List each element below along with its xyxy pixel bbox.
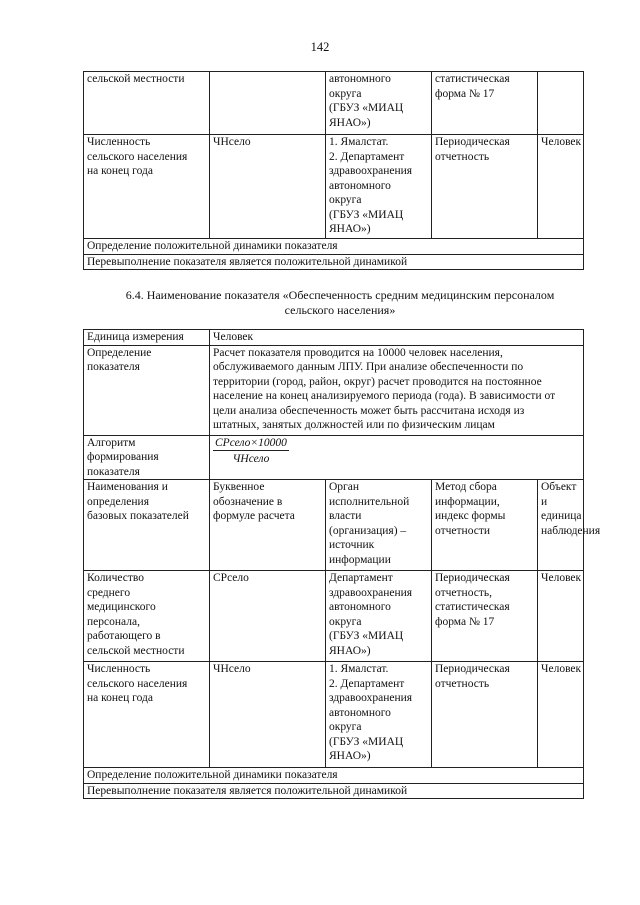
- table-cell: [326, 135, 432, 239]
- cell-line: Буквенное: [213, 481, 265, 493]
- cell-line: население на конец анализируемого периода (года). В зависимости от: [213, 390, 556, 402]
- table-cell: [84, 662, 210, 768]
- cell-line: округа: [329, 194, 362, 206]
- cell-line: информации: [329, 553, 391, 566]
- cell-line: медицинского: [87, 601, 156, 613]
- cell-line: автономного: [329, 73, 391, 85]
- cell-line: показателя: [87, 465, 140, 478]
- cell-line: 2. Департамент: [329, 150, 405, 163]
- table-row: [84, 254, 584, 270]
- table-row: [84, 480, 584, 571]
- table-row: [84, 239, 584, 255]
- table-cell: сельской местности: [84, 72, 210, 135]
- cell-line: на конец года: [87, 165, 153, 177]
- algorithm-label: [84, 435, 210, 480]
- cell-line: здравоохранения: [329, 692, 413, 704]
- cell-line: (организация) –: [329, 524, 407, 537]
- table-row: [84, 435, 584, 480]
- table-row: [84, 662, 584, 768]
- formula: [210, 435, 584, 480]
- formula-fraction: [213, 436, 289, 467]
- cell-line: Алгоритм: [87, 436, 136, 449]
- table-row: [84, 768, 584, 784]
- table-header: [326, 480, 432, 571]
- cell-line: ЯНАО»): [329, 223, 371, 235]
- cell-line: отчетность: [435, 677, 490, 690]
- cell-line: исполнительной: [329, 495, 410, 508]
- indicator-passport-table: [83, 329, 601, 799]
- definition-value: [210, 345, 584, 435]
- page-number: 142: [310, 40, 330, 54]
- cell-line: 2. Департамент: [329, 677, 405, 690]
- cell-line: (ГБУЗ «МИАЦ: [329, 208, 404, 221]
- cell-line: ЯНАО»): [329, 750, 371, 762]
- cell-line: сельского населения: [87, 677, 188, 690]
- cell-line: округа: [329, 615, 362, 628]
- cell-line: Расчет показателя проводится на 10000 человек населения,: [213, 346, 503, 359]
- cell-line: отчетность,: [435, 586, 492, 599]
- cell-line: единица: [541, 510, 582, 522]
- table-cell: [432, 135, 538, 239]
- table-header: [538, 480, 601, 571]
- cell-line: информации,: [435, 495, 500, 508]
- table-cell: ЧНсело: [210, 135, 326, 239]
- unit-value: Человек: [210, 330, 584, 346]
- cell-line: Департамент: [329, 572, 393, 584]
- cell-line: Определение: [87, 346, 152, 359]
- section-heading-line: 6.4. Наименование показателя «Обеспеченность средним медицинским персоналом: [125, 288, 555, 302]
- cell-line: персонала,: [87, 615, 140, 628]
- cell-line: показателя: [87, 361, 140, 373]
- cell-line: обслуживаемого данным ЛПУ. При анализе обеспеченности по: [213, 361, 524, 373]
- cell-line: сельского населения: [87, 150, 188, 163]
- cell-line: сельской местности: [87, 644, 185, 657]
- table-row: [84, 72, 584, 135]
- cell-line: работающего в: [87, 630, 161, 642]
- cell-line: цели анализа обеспеченность может быть рассчитана исходя из: [213, 404, 525, 417]
- cell-line: Периодическая: [435, 136, 510, 148]
- cell-line: наблюдения: [541, 524, 601, 537]
- table-cell: СРсело: [210, 571, 326, 662]
- cell-line: (ГБУЗ «МИАЦ: [329, 630, 404, 642]
- section-heading: [90, 288, 590, 318]
- cell-line: статистическая: [435, 601, 510, 613]
- unit-label: Единица измерения: [84, 330, 210, 346]
- cell-line: (ГБУЗ «МИАЦ: [329, 102, 404, 114]
- table-header: [210, 480, 326, 571]
- cell-line: автономного: [329, 601, 391, 613]
- table-cell: [432, 571, 538, 662]
- table-cell: Человек: [538, 662, 584, 768]
- cell-line: Метод сбора: [435, 481, 497, 493]
- table-cell: [210, 72, 326, 135]
- cell-line: округа: [329, 87, 362, 100]
- cell-line: Орган: [329, 481, 360, 493]
- table-row: [84, 345, 584, 435]
- cell-line: формирования: [87, 451, 159, 463]
- cell-line: Объект и: [541, 481, 577, 508]
- table-header: [84, 480, 210, 571]
- table-cell: [326, 662, 432, 768]
- cell-line: Периодическая: [435, 572, 510, 584]
- cell-line: обозначение в: [213, 495, 283, 508]
- cell-line: (ГБУЗ «МИАЦ: [329, 735, 404, 748]
- cell-line: Периодическая: [435, 663, 510, 675]
- cell-line: ЯНАО»): [329, 644, 371, 657]
- table-row: [84, 571, 584, 662]
- table-header: [432, 480, 538, 571]
- cell-line: форма № 17: [435, 87, 495, 100]
- cell-line: базовых показателей: [87, 510, 189, 522]
- formula-numerator: СРсело×10000: [213, 436, 289, 452]
- table-row: [84, 330, 584, 346]
- cell-line: штатных, занятых должностей или по физическим лицам: [213, 419, 495, 431]
- cell-line: определения: [87, 495, 150, 508]
- cell-line: источник: [329, 539, 375, 551]
- cell-line: власти: [329, 510, 362, 522]
- dynamics-label: Определение положительной динамики показателя: [84, 768, 584, 784]
- cell-line: на конец года: [87, 692, 153, 704]
- cell-line: Количество: [87, 572, 144, 584]
- table-cell: Человек: [538, 571, 584, 662]
- definition-label: [84, 345, 210, 435]
- cell-line: автономного: [329, 706, 391, 719]
- cell-line: округа: [329, 721, 362, 733]
- cell-line: Численность: [87, 663, 151, 675]
- cell-line: здравоохранения: [329, 586, 413, 599]
- cell-line: Численность: [87, 136, 151, 148]
- table-cell: [326, 72, 432, 135]
- table-cell: [432, 72, 538, 135]
- table-row: [84, 783, 584, 799]
- dynamics-value: Перевыполнение показателя является положительной динамикой: [84, 783, 584, 799]
- table-row: [84, 135, 584, 239]
- cell-line: отчетность: [435, 150, 490, 163]
- table-cell: [84, 135, 210, 239]
- cell-line: 1. Ямалстат.: [329, 136, 389, 148]
- continued-indicator-table: [83, 71, 584, 270]
- table-cell: [84, 571, 210, 662]
- formula-denominator: ЧНсело: [232, 453, 270, 465]
- table-cell: ЧНсело: [210, 662, 326, 768]
- cell-line: территории (город, район, округ) расчет проводится на постоянное: [213, 375, 542, 388]
- cell-line: отчетности: [435, 524, 491, 537]
- cell-line: здравоохранения: [329, 165, 413, 177]
- cell-line: среднего: [87, 586, 131, 599]
- cell-line: Наименования и: [87, 481, 168, 493]
- cell-line: форма № 17: [435, 615, 495, 628]
- table-cell: Человек: [538, 135, 584, 239]
- cell-line: формуле расчета: [213, 510, 295, 522]
- cell-line: 1. Ямалстат.: [329, 663, 389, 675]
- cell-line: автономного: [329, 179, 391, 192]
- cell-line: индекс формы: [435, 510, 506, 522]
- dynamics-value: Перевыполнение показателя является положительной динамикой: [84, 254, 584, 270]
- section-heading-line: сельского населения»: [284, 303, 396, 317]
- table-cell: [326, 571, 432, 662]
- table-cell: [432, 662, 538, 768]
- dynamics-label: Определение положительной динамики показателя: [84, 239, 584, 255]
- cell-line: ЯНАО»): [329, 116, 371, 129]
- cell-line: статистическая: [435, 73, 510, 85]
- table-cell: [538, 72, 584, 135]
